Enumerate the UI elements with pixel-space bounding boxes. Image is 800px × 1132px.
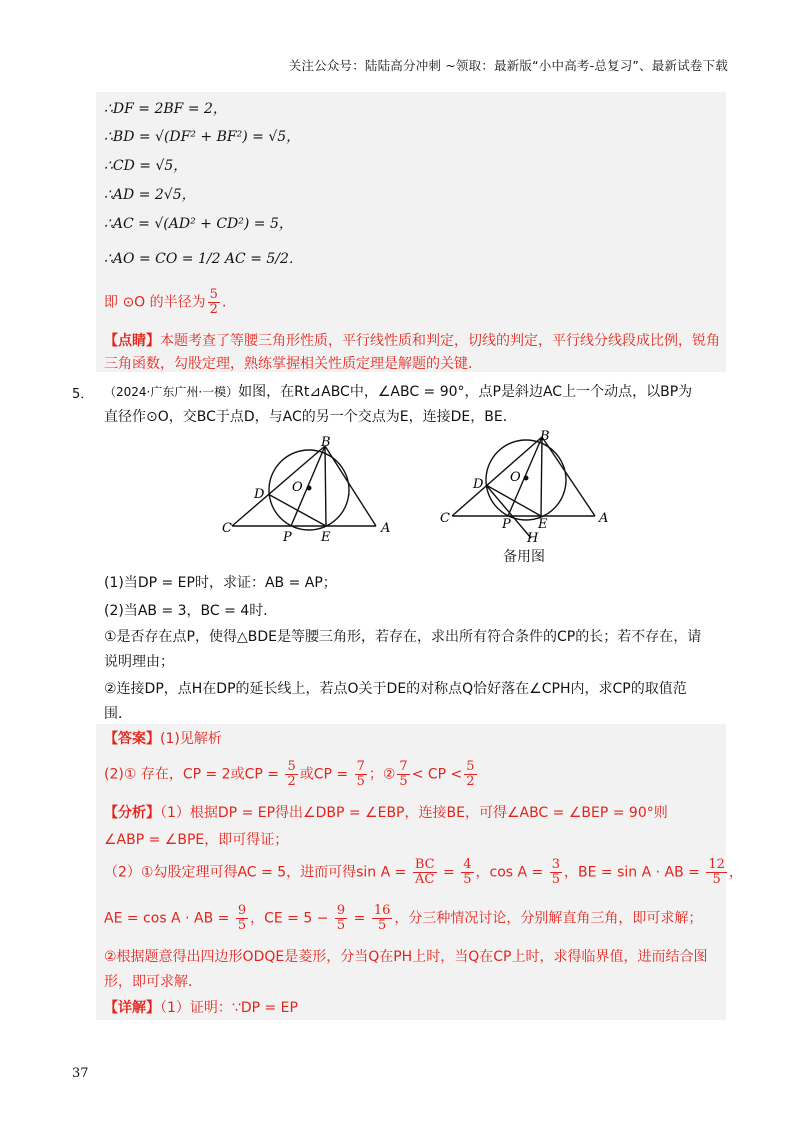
label-d: D [254, 487, 265, 502]
page-number: 37 [72, 1066, 89, 1081]
analysis-tag: 【分析】 [104, 805, 160, 821]
solution-line-5: ∴AC = √(AD² + CD²) = 5， [104, 216, 293, 232]
solution-line-4: ∴AD = 2√5， [104, 187, 196, 203]
label-o: O [292, 480, 303, 495]
label-o-2: O [510, 470, 521, 485]
label-d-2: D [473, 477, 484, 492]
label-c-2: C [440, 511, 450, 526]
part-2a-line-2: 说明理由； [104, 654, 174, 670]
comment-tag: 【点睛】 [104, 333, 160, 349]
part-2b-line-2: 围． [104, 706, 132, 722]
figure-caption: 备用图 [503, 549, 545, 565]
part-1: (1)当DP = EP时，求证：AB = AP； [104, 575, 337, 591]
question-line-1: （2024·广东广州·一模）如图，在Rt⊿ABC中，∠ABC = 90°，点P是斜边AC上一个动点，以BP为 [104, 384, 693, 400]
center-dot-o [307, 486, 312, 491]
answer-line-1: 【答案】(1)见解析 [104, 731, 222, 747]
solution-line-6: ∴AO = CO = 1/2 AC = 5/2． [104, 251, 303, 267]
label-a: A [381, 521, 391, 536]
solution-line-1: ∴DF = 2BF = 2， [104, 101, 227, 117]
label-e: E [321, 530, 331, 545]
radius-fraction: $\frac{5}{2}$ [209, 287, 218, 317]
analysis-line-3: （2）①勾股定理可得AC = 5，进而可得sin A = $\frac{BC}{AC}$ = $\frac{4}{5}$ ，cos A = $\frac{3}{5}$ ，BE = sin A · AB = $\frac{12}{5}$ ， [104, 857, 743, 887]
label-b-2: B [540, 430, 550, 444]
part-2b-line-1: ②连接DP，点H在DP的延长线上，若点O关于DE的对称点Q恰好落在∠CPH内，求CP的取值范 [104, 681, 687, 697]
solution-line-3: ∴CD = √5， [104, 158, 188, 174]
answer-line-2: (2)① 存在，CP = 2或CP = $\frac{5}{2}$ 或CP = $\frac{7}{5}$ ；② $\frac{7}{5}$ < CP < $\frac{5}{2}$ [104, 759, 475, 789]
comment-line-2: 三角函数，勾股定理，熟练掌握相关性质定理是解题的关键． [104, 356, 482, 372]
comment-line-1: 【点睛】本题考查了等腰三角形性质，平行线性质和判定，切线的判定，平行线分线段成比例，锐角 [104, 333, 720, 349]
label-b: B [321, 435, 331, 450]
analysis-line-4: AE = cos A · AB = $\frac{9}{5}$ ，CE = 5 − $\frac{9}{5}$ = $\frac{16}{5}$ ，分三种情况讨论，分别解直角三角，即可求解； [104, 903, 703, 933]
radius-line: 即 ⊙O 的半径为 $\frac{5}{2}$ ． [104, 287, 236, 317]
page-header: 关注公众号：陆陆高分冲刺 ~领取：最新版“小中高考-总复习”、最新试卷下载 [288, 58, 728, 73]
detail-line: 【详解】（1）证明：∵DP = EP [104, 1000, 298, 1016]
label-c: C [222, 521, 232, 536]
label-p: P [283, 530, 292, 545]
part-2a-line-1: ①是否存在点P，使得△BDE是等腰三角形，若存在，求出所有符合条件的CP的长；若不存在，请 [104, 629, 702, 645]
analysis-line-2: ∠ABP = ∠BPE，即可得证； [104, 832, 289, 848]
question-source: （2024·广东广州·一模） [104, 385, 239, 399]
label-e-2: E [538, 517, 548, 532]
geometry-figures [0, 430, 800, 570]
radius-prefix: 即 ⊙O 的半径为 [104, 294, 206, 311]
solution-line-2: ∴BD = √(DF² + BF²) = √5， [104, 129, 301, 145]
question-line-2: 直径作⊙O，交BC于点D，与AC的另一个交点为E，连接DE，BE． [104, 409, 517, 425]
label-p-2: P [502, 517, 511, 532]
analysis-line-5: ②根据题意得出四边形ODQE是菱形，分当Q在PH上时，当Q在CP上时，求得临界值，进而结合图 [104, 949, 708, 965]
question-number: 5． [72, 387, 94, 402]
answer-tag: 【答案】 [104, 731, 160, 747]
detail-tag: 【详解】 [104, 1000, 160, 1016]
analysis-line-1: 【分析】（1）根据DP = EP得出∠DBP = ∠EBP，连接BE，可得∠ABC = ∠BEP = 90°则 [104, 805, 668, 821]
center-dot-o-2 [524, 476, 529, 481]
label-h-2: H [527, 531, 539, 546]
label-a-2: A [599, 511, 609, 526]
analysis-line-6: 形，即可求解． [104, 974, 202, 990]
part-2: (2)当AB = 3，BC = 4时． [104, 603, 278, 619]
